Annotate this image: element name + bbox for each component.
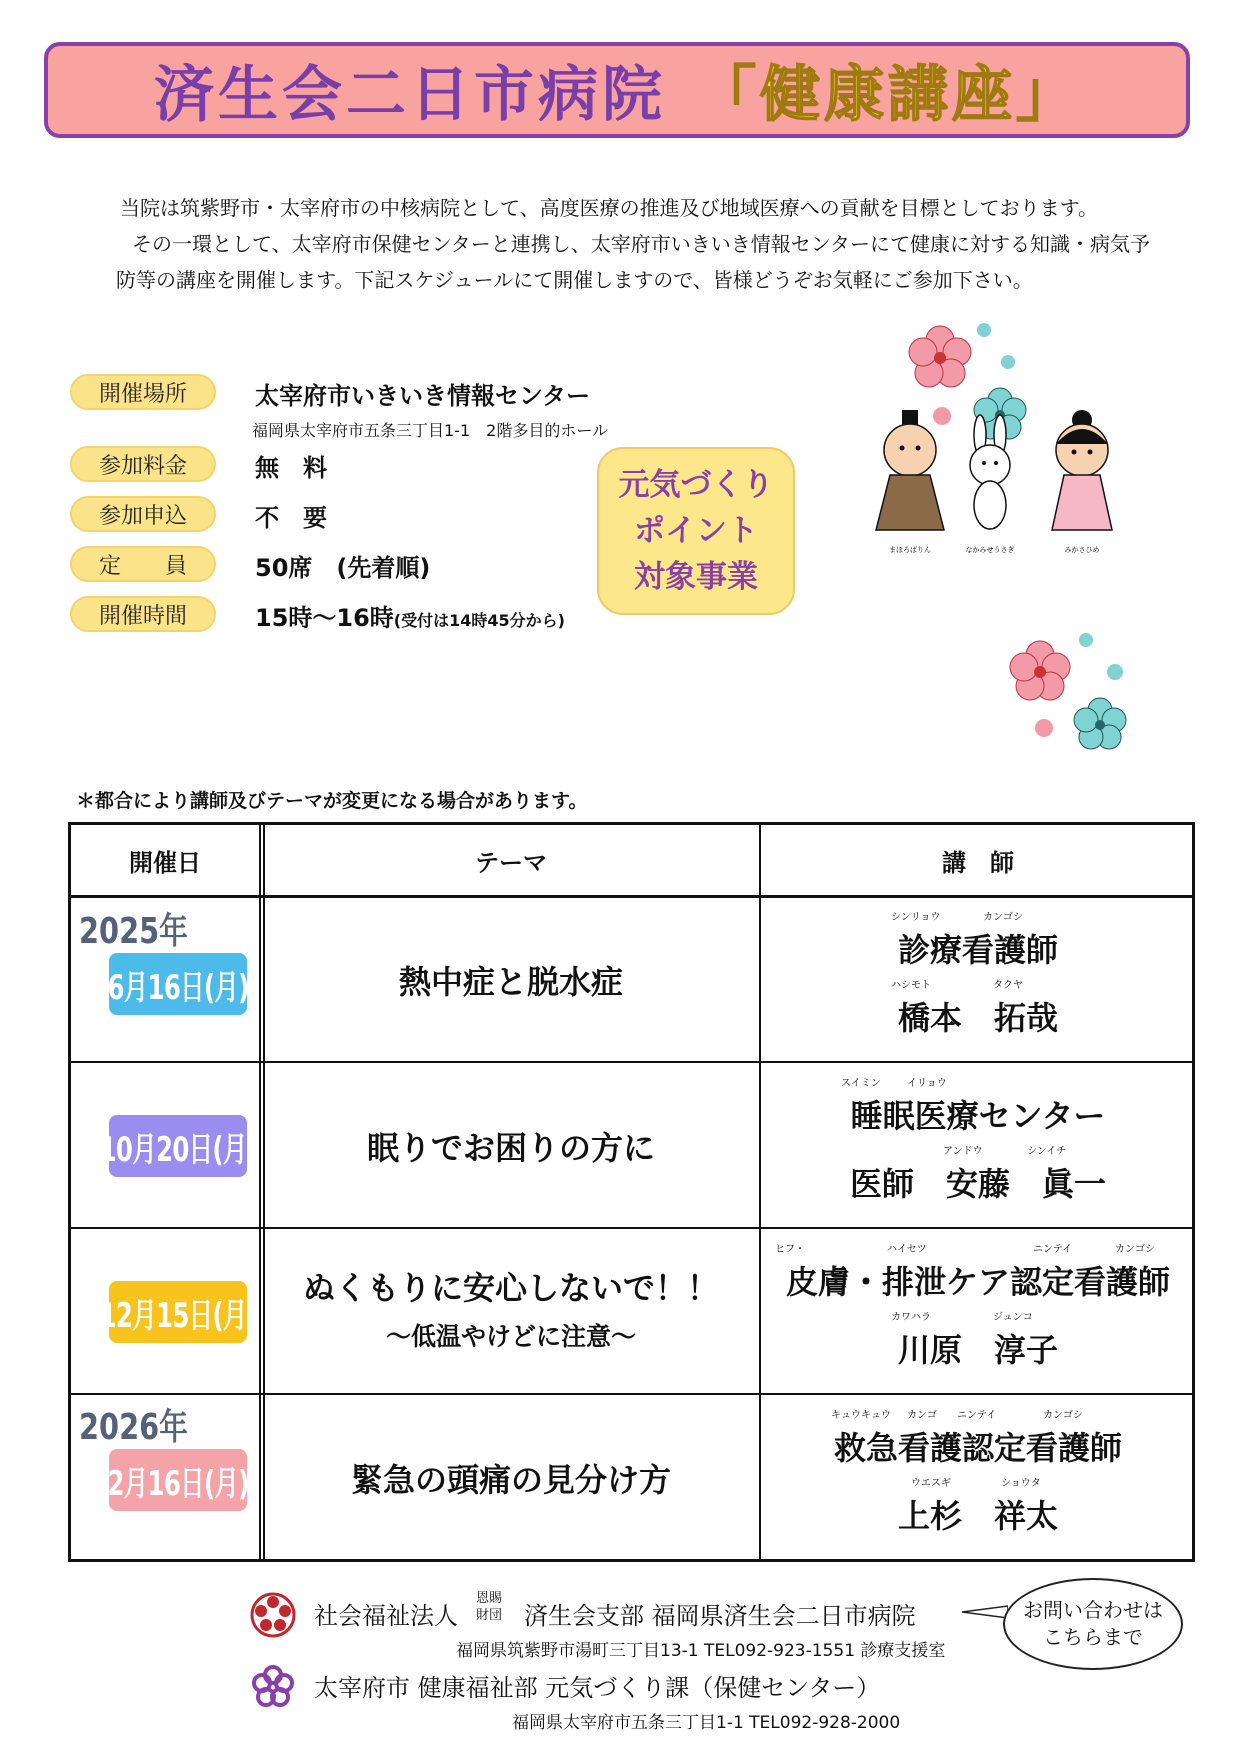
org-small-2: 財団: [476, 1608, 503, 1623]
org-small: [476, 1590, 502, 1624]
dazaifu-logo-icon: [250, 1664, 296, 1710]
petal-icon: [1079, 633, 1093, 647]
date-badge: [109, 1449, 247, 1511]
lecturer-name: 医師 安藤 眞一: [849, 1165, 1106, 1203]
contact-line-2: こちらまで: [1043, 1625, 1143, 1649]
org-small-1: 恩賜: [476, 1591, 503, 1606]
petal-icon: [1107, 664, 1123, 680]
title-ruby: キュウキュウ カンゴ ニンテイ カンゴシ: [831, 1410, 1083, 1421]
theme-text: [263, 1263, 759, 1353]
schedule-table: [68, 822, 1195, 1562]
lecturer-title: 救急看護認定看護師: [833, 1429, 1122, 1467]
row-divider: [71, 1227, 1192, 1229]
time-note: (受付は14時45分から): [393, 611, 565, 630]
character-name: なかみせうさぎ: [965, 546, 1015, 554]
lecturer-title: 診療看護師: [897, 931, 1058, 969]
lecturer-block: [761, 1243, 1195, 1371]
date-badge: [99, 1281, 257, 1343]
row-divider: [71, 895, 1192, 898]
capacity-value: 50席 (先着順): [255, 554, 431, 582]
title-ruby: スイミン イリョウ: [841, 1078, 947, 1089]
title-ruby: ヒフ・ ハイセツ ニンテイ カンゴシ: [775, 1244, 1155, 1255]
plum-blossom-icon: [1010, 641, 1070, 700]
column-divider: [259, 825, 261, 1559]
date-text: 12月15日(月): [99, 1295, 257, 1336]
row-divider: [71, 1061, 1192, 1063]
character-name: みかさひめ: [1064, 546, 1100, 554]
name-ruby: カワハラ ジュンコ: [891, 1312, 1033, 1323]
badge-line-2: ポイント: [634, 513, 758, 549]
apply-label: 参加申込: [70, 496, 216, 532]
header-lecturer: 講 師: [942, 848, 1014, 877]
lecturer-name: 橋本 拓哉: [897, 999, 1058, 1037]
org-name: 済生会支部 福岡県済生会二日市病院: [524, 1602, 916, 1630]
character-noble: [876, 410, 944, 530]
row-divider: [71, 1393, 1192, 1395]
name-ruby: アンドウ シンイチ: [943, 1146, 1067, 1157]
change-note: ＊都合により講師及びテーマが変更になる場合があります。: [76, 790, 588, 812]
time-label: 開催時間: [70, 596, 216, 632]
petal-icon: [933, 407, 951, 425]
city-address: 福岡県太宰府市五条三丁目1-1 TEL092-928-2000: [512, 1713, 901, 1733]
org-prefix: 社会福祉法人: [314, 1602, 458, 1630]
date-badge: [99, 1115, 257, 1177]
city-name: 太宰府市 健康福祉部 元気づくり課（保健センター）: [314, 1674, 881, 1702]
badge-line-1: 元気づくり: [618, 467, 774, 503]
apply-value: 不 要: [255, 504, 327, 532]
callout-pointer: [962, 1604, 1008, 1620]
contact-callout: [1003, 1578, 1183, 1670]
fee-value: 無 料: [255, 454, 327, 482]
header-date: 開催日: [129, 848, 201, 877]
intro-line-2: その一環として、太宰府市保健センターと連携し、太宰府市いきいき情報センターにて健康に対する知識・病気予: [132, 232, 1150, 256]
saiseikai-logo-icon: [250, 1592, 296, 1638]
time-main: 15時～16時: [255, 604, 394, 632]
theme-sub: ～低温やけどに注意～: [385, 1322, 636, 1351]
title-accent: 「健康講座」: [696, 60, 1080, 130]
org-address: 福岡県筑紫野市湯町三丁目13-1 TEL092-923-1551 診療支援室: [456, 1641, 946, 1661]
fee-label: 参加料金: [70, 446, 216, 482]
petal-icon: [977, 323, 991, 337]
theme-main: ぬくもりに安心しないで！！: [302, 1269, 719, 1307]
header-theme: テーマ: [475, 848, 547, 877]
venue-address: 福岡県太宰府市五条三丁目1-1 2階多目的ホール: [252, 421, 608, 440]
theme-text: 眠りでお困りの方に: [366, 1129, 655, 1167]
title-ruby: シンリョウ カンゴシ: [891, 912, 1023, 923]
plum-blossom-icon: [1074, 698, 1126, 749]
genki-point-badge: [597, 447, 795, 615]
contact-line-1: お問い合わせは: [1023, 1598, 1163, 1622]
name-ruby: ハシモト タクヤ: [891, 980, 1023, 991]
theme-text: 緊急の頭痛の見分け方: [350, 1461, 671, 1499]
date-text: 10月20日(月): [99, 1129, 257, 1170]
title-main: 済生会二日市病院: [154, 60, 666, 130]
character-princess: [1052, 410, 1112, 530]
venue-label: 開催場所: [70, 374, 216, 410]
date-text: 2月16日(月): [107, 1463, 249, 1504]
lecturer-name: 川原 淳子: [897, 1331, 1058, 1369]
lecturer-name: 上杉 祥太: [897, 1497, 1058, 1535]
column-divider: [263, 825, 265, 1559]
date-badge: [109, 953, 247, 1015]
venue-value: 太宰府市いきいき情報センター: [255, 382, 591, 410]
lecturer-block: [761, 1077, 1195, 1205]
plum-blossom-icon: [909, 326, 971, 387]
intro-line-1: 当院は筑紫野市・太宰府市の中核病院として、高度医療の推進及び地域医療への貢献を目標としております。: [120, 196, 1098, 220]
petal-icon: [1001, 355, 1015, 369]
character-name: まほろばりん: [889, 546, 931, 554]
mascot-illustration: [860, 320, 1150, 760]
badge-line-3: 対象事業: [634, 559, 758, 595]
capacity-label: 定 員: [70, 546, 216, 582]
name-ruby: ウエスギ ショウタ: [911, 1478, 1041, 1489]
intro-text: [116, 190, 1160, 298]
date-text: 6月16日(月): [107, 967, 249, 1008]
lecturer-block: [761, 911, 1195, 1039]
lecturer-title: 睡眠医療センター: [850, 1097, 1106, 1135]
lecturer-title: 皮膚・排泄ケア認定看護師: [785, 1263, 1170, 1301]
year-label: 2026年: [79, 1407, 188, 1448]
petal-icon: [1035, 719, 1053, 737]
theme-text: 熱中症と脱水症: [398, 963, 623, 1001]
year-label: 2025年: [79, 911, 188, 952]
intro-line-3: 防等の講座を開催します。下記スケジュールにて開催しますので、皆様どうぞお気軽にご参加下さい。: [116, 268, 1033, 292]
time-value: [255, 598, 565, 633]
lecturer-block: [761, 1409, 1195, 1537]
title-banner: [44, 42, 1190, 138]
